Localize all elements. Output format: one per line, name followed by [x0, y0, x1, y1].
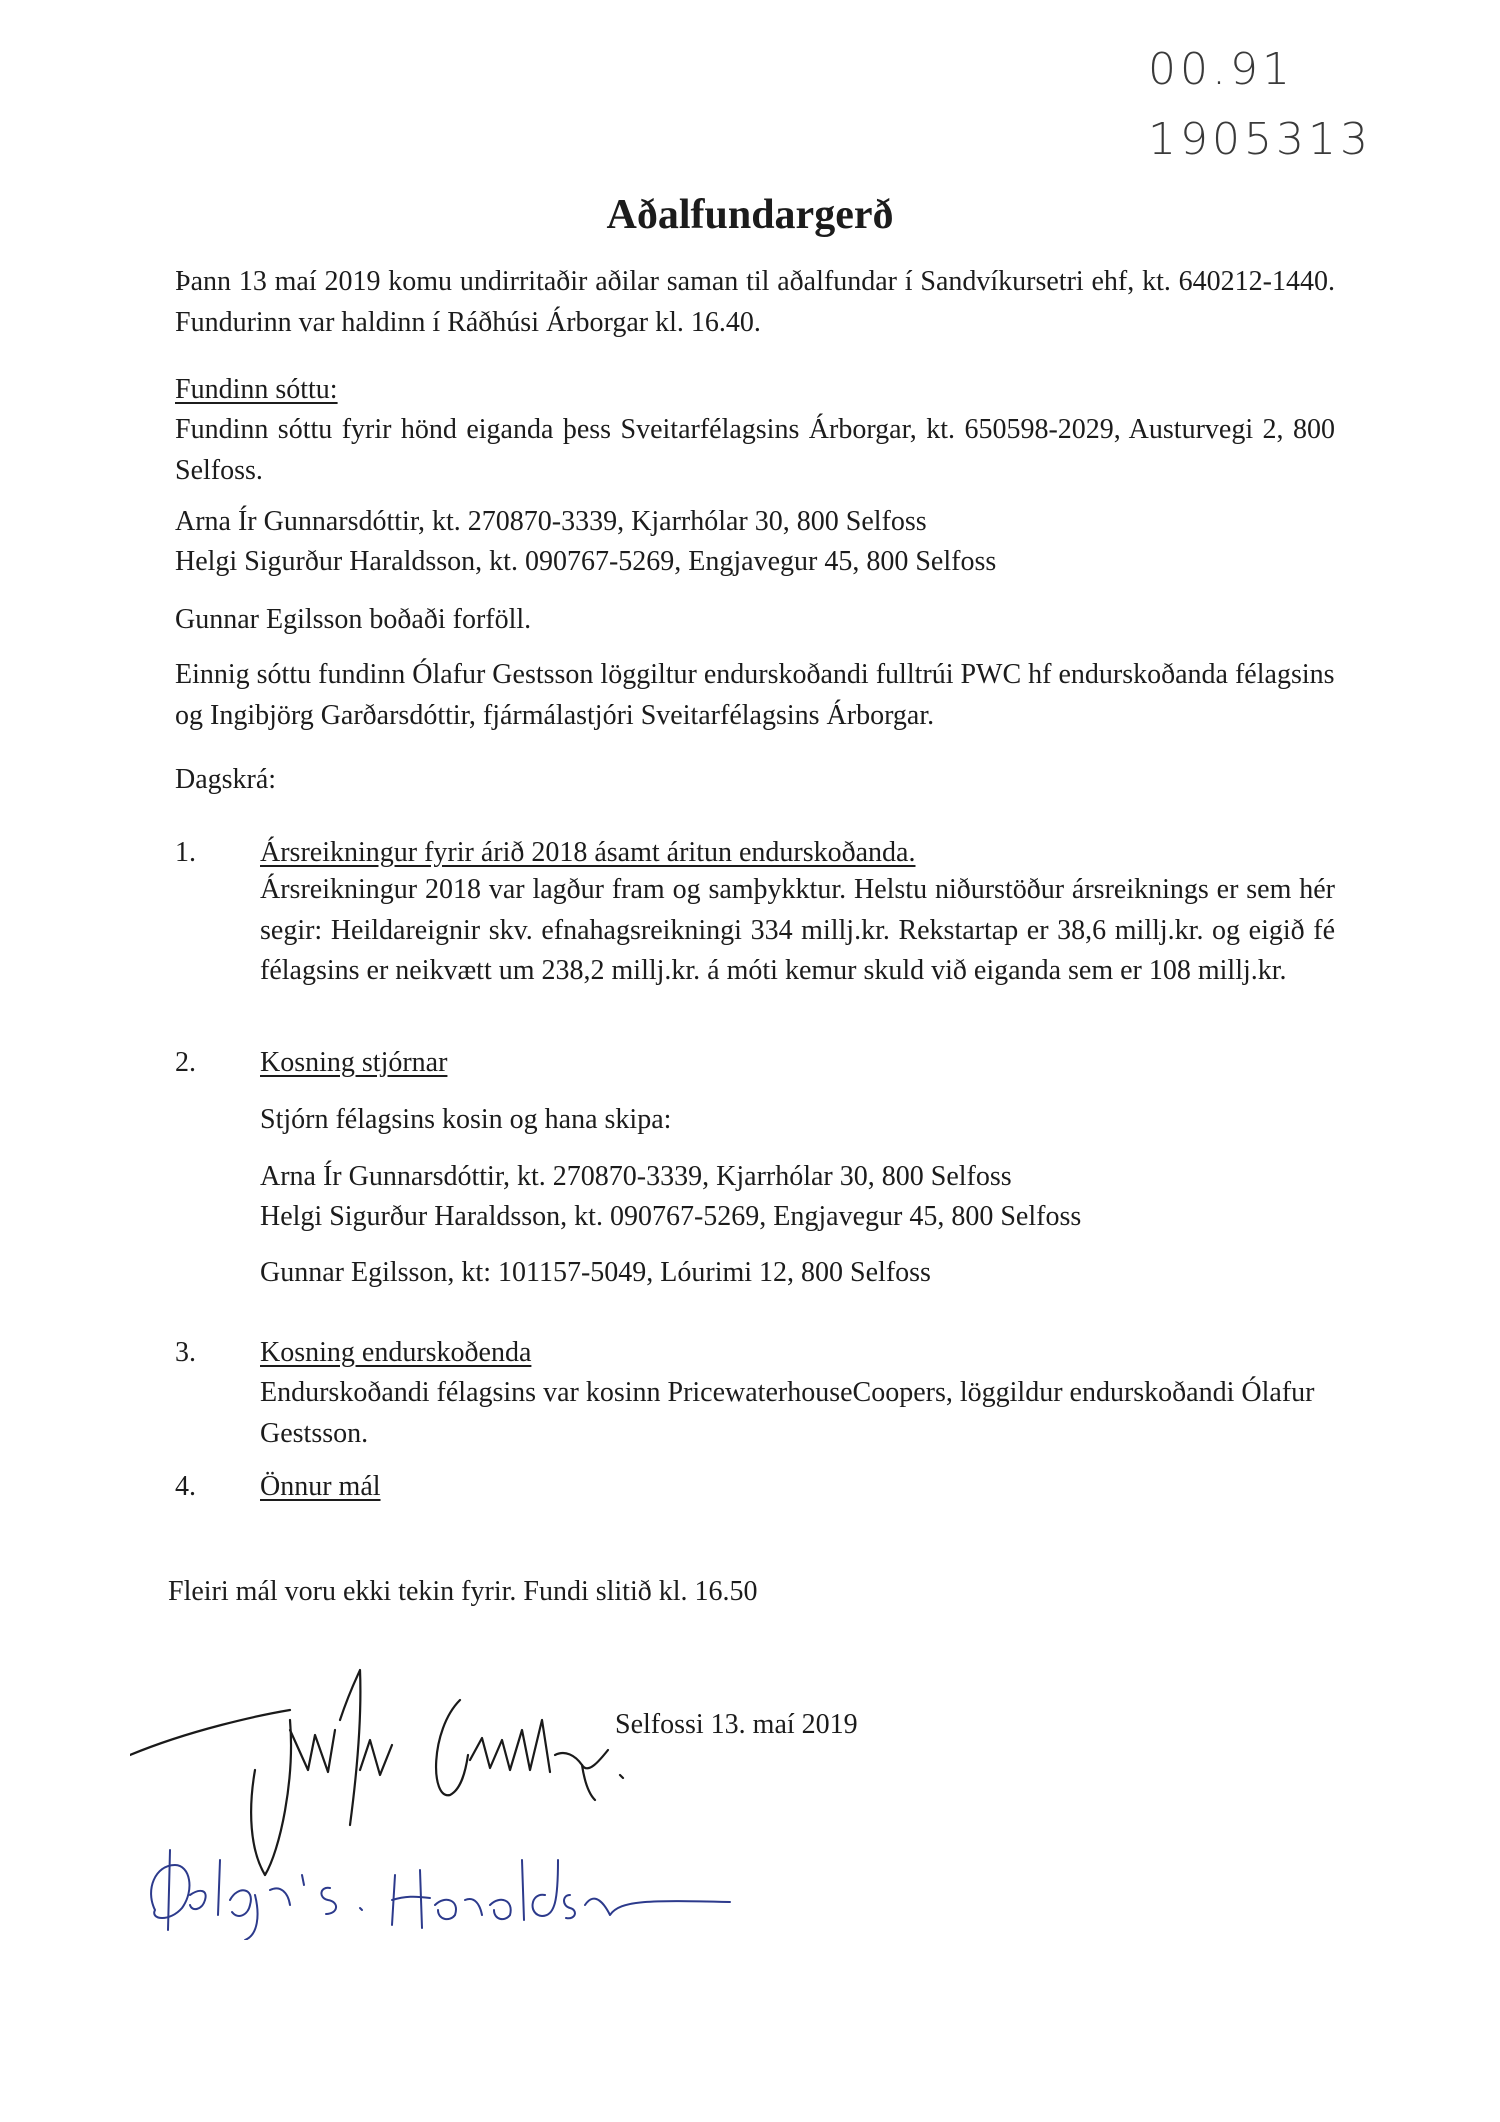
agenda-item-heading: Önnur mál [260, 1471, 381, 1502]
agenda-item-heading: Kosning stjórnar [260, 1047, 448, 1078]
agenda-item-number: 4. [175, 1471, 196, 1502]
handwritten-code-2: 1905313 [1148, 114, 1372, 165]
agenda-item-number: 3. [175, 1337, 196, 1368]
board-member: Arna Ír Gunnarsdóttir, kt. 270870-3339, Kjarrhólar 30, 800 Selfoss [260, 1161, 1012, 1192]
absence-note: Gunnar Egilsson boðaði forföll. [175, 604, 532, 635]
also-attending-paragraph: Einnig sóttu fundinn Ólafur Gestsson löggiltur endurskoðandi fulltrúi PWC hf endurskoðanda félagsins og Ingibjörg Garðarsdóttir, fjármálastjóri Sveitarfélagsins Árborgar. [175, 659, 1335, 731]
agenda-item-intro: Stjórn félagsins kosin og hana skipa: [260, 1104, 672, 1135]
signatures [130, 1660, 780, 1940]
agenda-item-heading: Ársreikningur fyrir árið 2018 ásamt áritun endurskoðanda. [260, 837, 916, 868]
attendance-member-1: Arna Ír Gunnarsdóttir, kt. 270870-3339, Kjarrhólar 30, 800 Selfoss [175, 506, 927, 537]
attendance-member-2: Helgi Sigurður Haraldsson, kt. 090767-5269, Engjavegur 45, 800 Selfoss [175, 546, 997, 577]
signature-black [130, 1670, 623, 1875]
agenda-item-body: Ársreikningur 2018 var lagður fram og samþykktur. Helstu niðurstöður ársreiknings er sem hér segir: Heildareignir skv. efnahagsreikningi 334 millj.kr. Rekstartap er 38,6 millj.kr. og eigið fé félagsins er neikvætt um 238,2 millj.kr. á móti kemur skuld við eiganda sem er 108 millj.kr. [260, 874, 1335, 987]
attendance-owner-line: Fundinn sóttu fyrir hönd eiganda þess Sveitarfélagsins Árborgar, kt. 650598-2029, Austurvegi 2, 800 Selfoss. [175, 414, 1335, 486]
agenda-item-number: 1. [175, 837, 196, 868]
page-title: Aðalfundargerð [606, 192, 894, 238]
closing-statement: Fleiri mál voru ekki tekin fyrir. Fundi slitið kl. 16.50 [168, 1576, 758, 1607]
agenda-label: Dagskrá: [175, 764, 277, 795]
agenda-item-number: 2. [175, 1047, 196, 1078]
handwritten-code-1: 00.91 [1148, 44, 1294, 95]
attendance-heading: Fundinn sóttu: [175, 374, 338, 405]
signature-blue [151, 1850, 730, 1940]
board-member: Helgi Sigurður Haraldsson, kt. 090767-5269, Engjavegur 45, 800 Selfoss [260, 1201, 1082, 1232]
intro-paragraph: Þann 13 maí 2019 komu undirritaðir aðilar saman til aðalfundar í Sandvíkursetri ehf, kt. 640212-1440. Fundurinn var haldinn í Ráðhúsi Árborgar kl. 16.40. [175, 266, 1335, 338]
board-member: Gunnar Egilsson, kt: 101157-5049, Lóurimi 12, 800 Selfoss [260, 1257, 931, 1288]
place-date: Selfossi 13. maí 2019 [615, 1709, 858, 1740]
agenda-item-heading: Kosning endurskoðenda [260, 1337, 532, 1368]
agenda-item-body: Endurskoðandi félagsins var kosinn PricewaterhouseCoopers, löggildur endurskoðandi Ólafur Gestsson. [260, 1377, 1315, 1449]
